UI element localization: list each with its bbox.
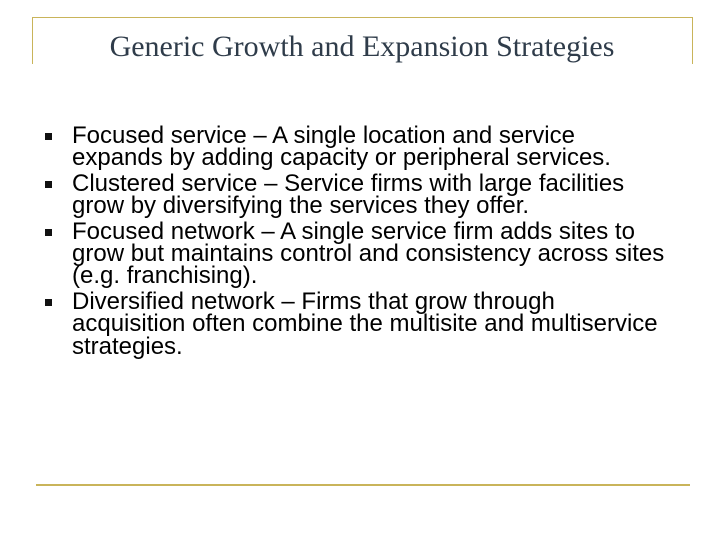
bullet-item bbox=[0, 122, 672, 172]
title-frame-right-rule bbox=[692, 17, 693, 64]
bullet-list bbox=[0, 122, 720, 361]
bottom-rule bbox=[36, 484, 690, 486]
bullet-item bbox=[0, 169, 672, 220]
bullet-item bbox=[0, 217, 672, 290]
bullet-text: Focused service – A single location and service expands by adding capacity or peripheral services. bbox=[72, 122, 611, 172]
bullet-text: Clustered service – Service firms with large facilities grow by diversifying the services they offer. bbox=[72, 169, 625, 220]
slide-title: Generic Growth and Expansion Strategies bbox=[109, 30, 615, 63]
square-bullet-icon bbox=[45, 181, 52, 188]
bullet-item bbox=[0, 287, 672, 360]
bullet-text: Diversified network – Firms that grow through acquisition often combine the multisite and multiservice strategies. bbox=[72, 287, 658, 360]
square-bullet-icon bbox=[45, 299, 52, 306]
bullet-text: Focused network – A single service firm adds sites to grow but maintains control and consistency across sites (e.g. franchising). bbox=[72, 217, 665, 290]
title-frame-top-rule bbox=[32, 17, 693, 18]
square-bullet-icon bbox=[45, 133, 52, 140]
square-bullet-icon bbox=[45, 229, 52, 236]
